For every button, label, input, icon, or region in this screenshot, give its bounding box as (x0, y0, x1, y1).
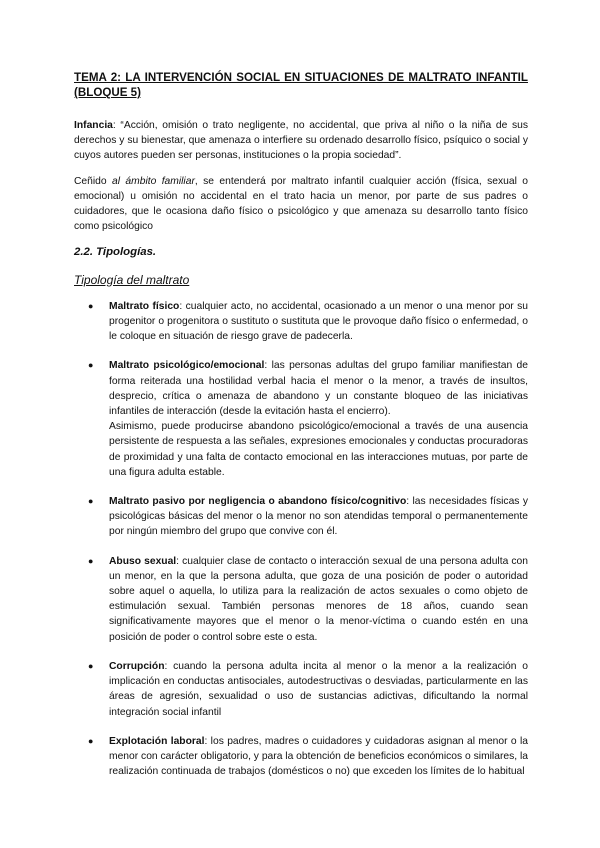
item-text: : las personas adultas del grupo familiar manifiestan de forma reiterada una hostilidad verbal hacia el menor o la menor, a través de insultos, desprecio, crítica o amenaza de abandono y un constante bloqueo de las iniciativas infantiles de interacción (desde la evitación hasta el encierro). (109, 360, 529, 418)
item-text: : cuando la persona adulta incita al menor o la menor a la realización o implicación en conductas antisociales, autodestructivas o desviadas, particularmente en las áreas de agresión, sexualidad o uso de sustancias adictivas, dificultando la normal integración social infantil (109, 660, 528, 718)
familiar-emphasis: al ámbito familiar (112, 175, 195, 187)
item-text: : cualquier clase de contacto o interacción sexual de una persona adulta con un menor, en la que la persona adulta, que goza de una posición de poder o autoridad sobre aquel o aquella, lo utiliza para la realización de actos sexuales o como objeto de estimulación sexual. También personas menores de 18 años, cuando sean significativamente mayores que el menor o la menor-víctima o cuando estén en una posición de poder o control sobre este o esta. (109, 555, 528, 643)
item-term: Explotación laboral (109, 735, 205, 747)
item-term: Corrupción (109, 660, 165, 672)
list-item-maltrato-pasivo (74, 494, 528, 540)
item-continuation: Asimismo, puede producirse abandono psicológico/emocional a través de una ausencia persistente de respuesta a las señales, expresiones emocionales y conductas procuradoras de proximidad y una falta de contacto emocional en las interacciones mutuas, por parte de una figura adulta estable. (109, 421, 528, 478)
item-term: Maltrato físico (109, 300, 180, 312)
familiar-text: , se entenderá por maltrato infantil cualquier acción (física, sexual o emocional) u omisión no accidental en el trato hacia un menor, por parte de sus padres o cuidadores, que le ocasiona daño físico o psicológico y que amenaza su desarrollo tanto físico como psicológico (74, 175, 528, 233)
item-text: : las necesidades físicas y psicológicas básicas del menor o la menor no son atendidas temporal o permanentemente por ningún miembro del grupo que convive con él. (109, 496, 528, 538)
item-term: Maltrato psicológico/emocional (109, 360, 265, 372)
item-text: : los padres, madres o cuidadores y cuidadoras asignan al menor o la menor con carácter obligatorio, y para la obtención de beneficios económicos o similares, la realización continuada de trabajos (domésticos o no) que exceden los límites de lo habitual (109, 735, 528, 778)
list-item-maltrato-fisico (74, 299, 528, 345)
typology-list (74, 299, 528, 779)
subsection-heading: Tipología del maltrato (74, 272, 190, 287)
list-item-maltrato-psicologico (74, 358, 528, 480)
infancia-text: : “Acción, omisión o trato negligente, no accidental, que priva al niño o la niña de sus derechos y su bienestar, que amenaza o interfiere su ordenado desarrollo físico, psíquico o social y cuyos autores pueden ser personas, instituciones o la propia sociedad”. (74, 120, 528, 162)
list-item-abuso-sexual (74, 554, 528, 645)
familiar-pre: Ceñido (74, 175, 113, 187)
document-page (74, 70, 528, 793)
bullet-icon: ● (88, 735, 94, 746)
familiar-definition (74, 174, 528, 235)
bullet-icon: ● (88, 660, 94, 671)
section-heading: 2.2. Tipologías. (74, 246, 157, 259)
list-item-explotacion-laboral (74, 734, 528, 780)
infancia-definition (74, 118, 528, 164)
bullet-icon: ● (88, 360, 94, 371)
item-term: Maltrato pasivo por negligencia o abandono físico/cognitivo (109, 496, 407, 508)
bullet-icon: ● (88, 555, 94, 566)
item-term: Abuso sexual (109, 555, 177, 567)
infancia-term: Infancia (74, 120, 113, 131)
document-title: TEMA 2: LA INTERVENCIÓN SOCIAL EN SITUACIONES DE MALTRATO INFANTIL (BLOQUE 5) (74, 71, 528, 99)
bullet-icon: ● (88, 300, 94, 311)
list-item-corrupcion (74, 659, 528, 720)
item-text: : cualquier acto, no accidental, ocasionado a un menor o una menor por su progenitor o progenitora o sustituto o sustituta que le provoque daño físico o enfermedad, o le coloque en situación de riesgo grave de padecerla. (109, 300, 528, 343)
bullet-icon: ● (88, 496, 94, 507)
